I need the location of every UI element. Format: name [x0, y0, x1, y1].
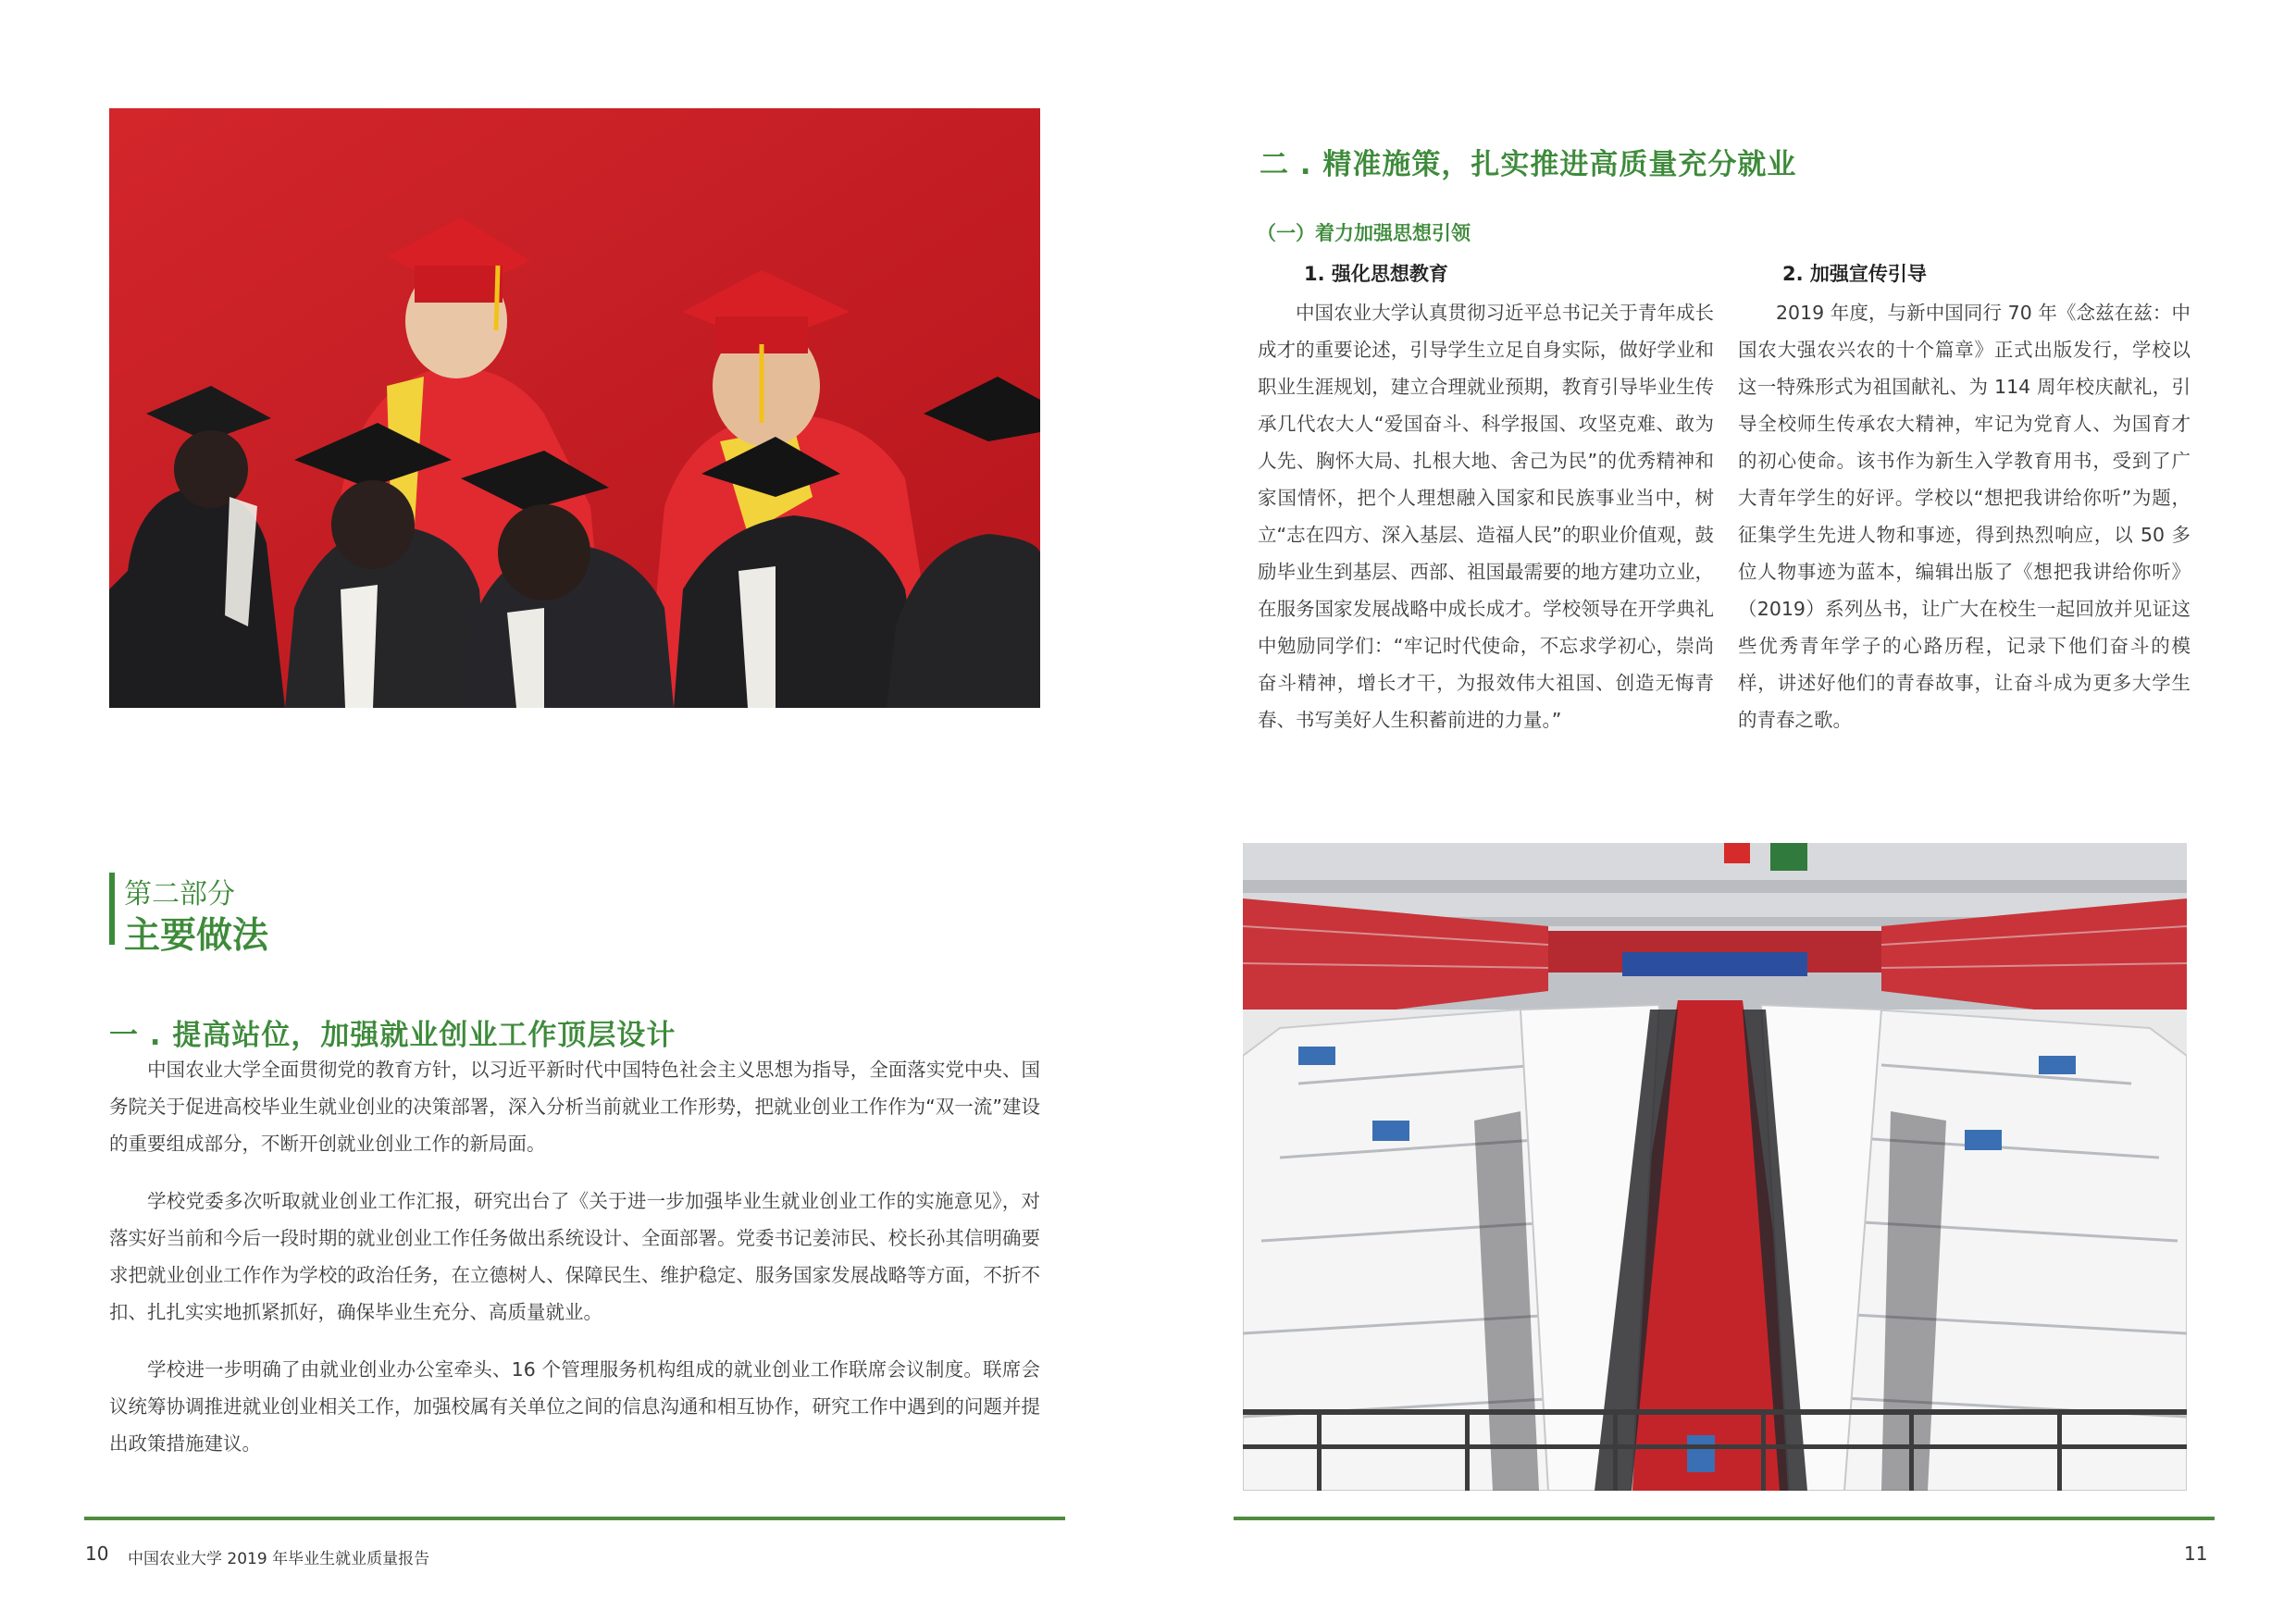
col1-paragraph: 中国农业大学认真贯彻习近平总书记关于青年成长成才的重要论述，引导学生立足自身实际，做好学业和职业生涯规划，建立合理就业预期，教育引导毕业生传承几代农大人“爱国奋斗、科学报国、攻坚克难、敢为人先、胸怀大局、扎根大地、舍己为民”的优秀精神和家国情怀，把个人理想融入国家和民族事业当中，树立“志在四方、深入基层、造福人民”的职业价值观，鼓励毕业生到基层、西部、祖国最需要的地方建功立业，在服务国家发展战略中成长成才。学校领导在开学典礼中勉励同学们：“牢记时代使命，不忘求学初心，崇尚奋斗精神，增长才干，为报效伟大祖国、创造无悔青春、书写美好人生积蓄前进的力量。” [1258, 302, 1714, 731]
section-heading-1: 一 . 提高站位，加强就业创业工作顶层设计 [109, 1019, 676, 1052]
page-number-right: 11 [2184, 1542, 2208, 1565]
left-paragraph-1: 中国农业大学全面贯彻党的教育方针，以习近平新时代中国特色社会主义思想为指导，全面落实党中央、国务院关于促进高校毕业生就业创业的决策部署，深入分析当前就业工作形势，把就业创业工作作为“双一流”建设的重要组成部分，不断开创就业创业工作的新局面。 [109, 1059, 1040, 1155]
col1-heading: 1. 强化思想教育 [1304, 263, 1448, 285]
left-body [109, 1051, 1040, 1482]
page-number-left: 10 [85, 1542, 109, 1565]
section-heading-2: 二 . 精准施策，扎实推进高质量充分就业 [1260, 148, 1797, 181]
job-fair-photo [1243, 843, 2187, 1491]
part-number: 第二部分 [124, 878, 235, 911]
part-accent-bar [109, 873, 115, 945]
footer-rule-right [1234, 1517, 2215, 1520]
col2-paragraph: 2019 年度，与新中国同行 70 年《念兹在兹：中国农大强农兴农的十个篇章》正式出版发行，学校以这一特殊形式为祖国献礼、为 114 周年校庆献礼，引导全校师生传承农大精神，牢记为党育人、为国育才的初心使命。该书作为新生入学教育用书，受到了广大青年学生的好评。学校以“想把我讲给你听”为题，征集学生先进人物和事迹，得到热烈响应，以 50 多位人物事迹为蓝本，编辑出版了《想把我讲给你听》（2019）系列丛书，让广大在校生一起回放并见证这些优秀青年学子的心路历程，记录下他们奋斗的模样，讲述好他们的青春故事，让奋斗成为更多大学生的青春之歌。 [1738, 302, 2191, 731]
part-title: 主要做法 [124, 915, 269, 957]
sub-heading-2-1: （一）着力加强思想引领 [1257, 222, 1471, 244]
left-paragraph-2: 学校党委多次听取就业创业工作汇报，研究出台了《关于进一步加强毕业生就业创业工作的实施意见》，对落实好当前和今后一段时期的就业创业工作任务做出系统设计、全面部署。党委书记姜沛民、校长孙其信明确要求把就业创业工作作为学校的政治任务，在立德树人、保障民生、维护稳定、服务国家发展战略等方面，不折不扣、扎扎实实地抓紧抓好，确保毕业生充分、高质量就业。 [109, 1190, 1040, 1323]
left-paragraph-3: 学校进一步明确了由就业创业办公室牵头、16 个管理服务机构组成的就业创业工作联席会议制度。联席会议统筹协调推进就业创业相关工作，加强校属有关单位之间的信息沟通和相互协作，研究工作中遇到的问题并提出政策措施建议。 [109, 1358, 1040, 1455]
footer-report-title: 中国农业大学 2019 年毕业生就业质量报告 [128, 1550, 430, 1568]
col2-heading: 2. 加强宣传引导 [1782, 263, 1927, 285]
graduation-ceremony-photo [109, 108, 1040, 708]
footer-rule-left [84, 1517, 1065, 1520]
